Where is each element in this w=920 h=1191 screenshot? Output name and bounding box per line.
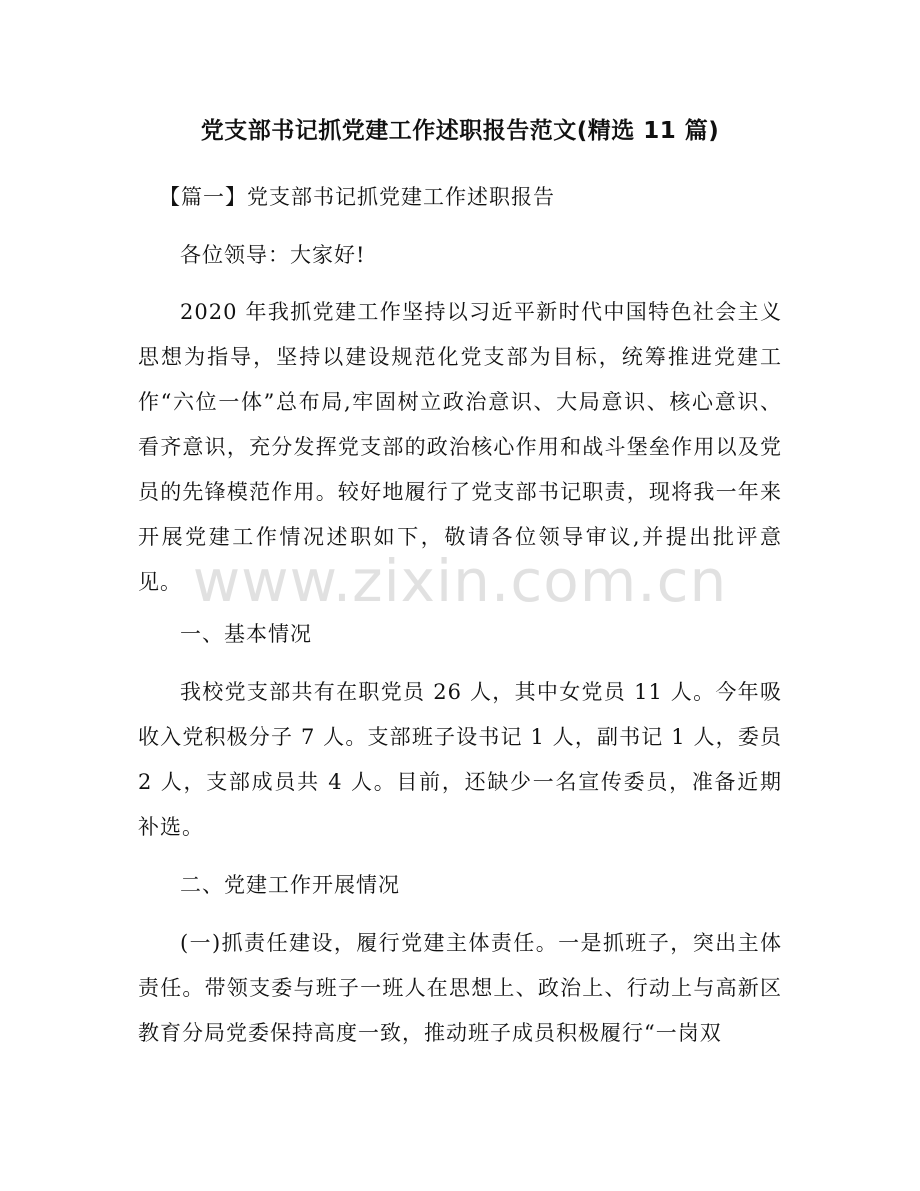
section-paragraph-work: (一)抓责任建设，履行党建主体责任。一是抓班子，突出主体责任。带领支委与班子一班人在思想上、政治上、行动上与高新区教育分局党委保持高度一致，推动班子成员积极履行“一岗双 [138,931,782,1045]
section-heading-work: 二、党建工作开展情况 [180,873,400,897]
chapter-heading: 【篇一】党支部书记抓党建工作述职报告 [159,185,555,209]
greeting-line: 各位领导：大家好! [180,243,366,267]
document-title: 党支部书记抓党建工作述职报告范文(精选 11 篇) [200,118,720,144]
section-paragraph-basic: 我校党支部共有在职党员 26 人，其中女党员 11 人。今年吸收入党积极分子 7 人。支部班子设书记 1 人，副书记 1 人，委员 2 人，支部成员共 4 人。目前，还缺少一名宣传委员，准备近期补选。 [138,680,782,839]
section-heading-basic: 一、基本情况 [180,622,312,646]
watermark: www.zixin.com.cn [192,547,728,615]
intro-paragraph: 2020 年我抓党建工作坚持以习近平新时代中国特色社会主义思想为指导，坚持以建设规范化党支部为目标，统筹推进党建工作“六位一体”总布局,牢固树立政治意识、大局意识、核心意识、看齐意识，充分发挥党支部的政治核心作用和战斗堡垒作用以及党员的先锋模范作用。较好地履行了党支部书记职责，现将我一年来开展党建工作情况述职如下，敬请各位领导审议,并提出批评意见。 [138,300,782,594]
